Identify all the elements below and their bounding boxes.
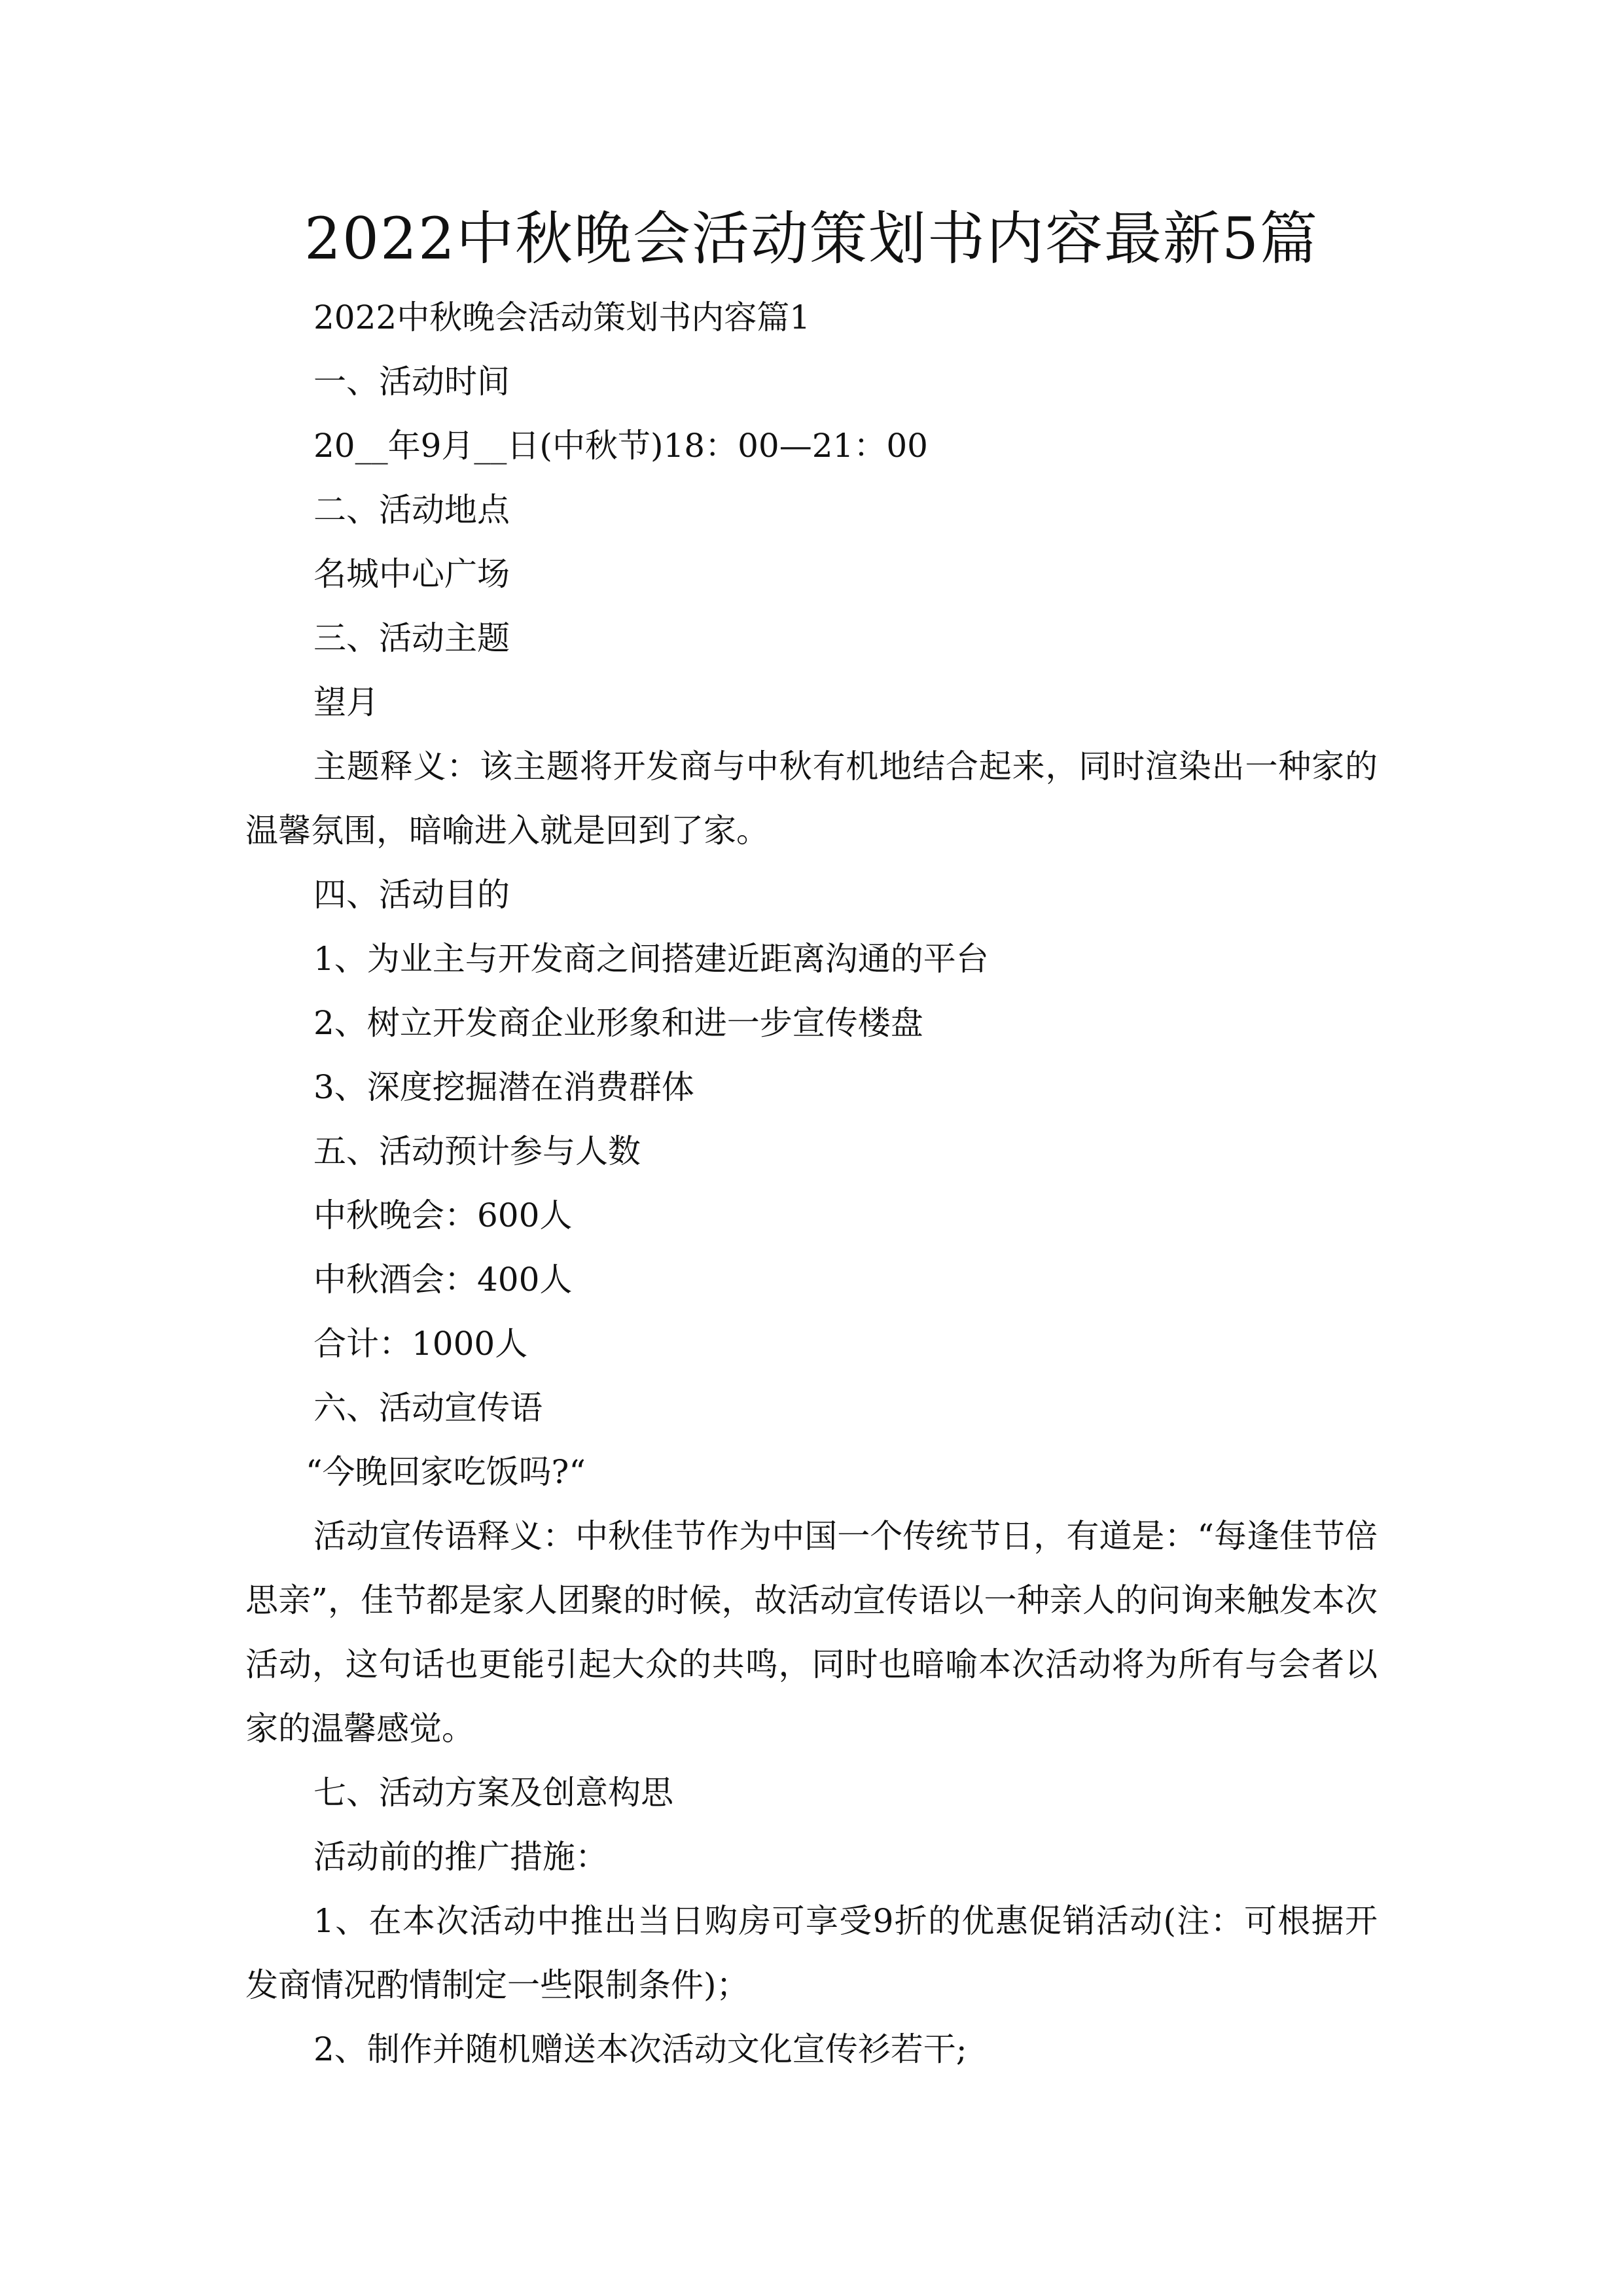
heading-participant-count: 五、活动预计参与人数 <box>313 1132 641 1170</box>
promotion-measure-item: 2、制作并随机赠送本次活动文化宣传衫若干; <box>313 2030 967 2068</box>
activity-location-text: 名城中心广场 <box>313 555 510 593</box>
slogan-text: “今晚回家吃饭吗?“ <box>306 1453 586 1491</box>
purpose-item: 3、深度挖掘潜在消费群体 <box>313 1068 694 1106</box>
activity-time-text: 20__年9月__日(中秋节)18：00—21：00 <box>313 427 928 465</box>
promotion-measures-heading: 活动前的推广措施： <box>313 1838 608 1876</box>
heading-activity-theme: 三、活动主题 <box>313 619 510 657</box>
document-body <box>245 285 1378 2081</box>
theme-explanation-paragraph: 主题释义：该主题将开发商与中秋有机地结合起来，同时渲染出一种家的温馨氛围，暗喻进入就是回到了家。 <box>245 747 1378 850</box>
participant-count-item: 中秋酒会：400人 <box>313 1261 573 1299</box>
purpose-item: 1、为业主与开发商之间搭建近距离沟通的平台 <box>313 940 989 978</box>
heading-activity-purpose: 四、活动目的 <box>313 876 510 914</box>
slogan-explanation-paragraph: 活动宣传语释义：中秋佳节作为中国一个传统节日，有道是：“每逢佳节倍思亲”，佳节都是家人团聚的时候，故活动宣传语以一种亲人的问询来触发本次活动，这句话也更能引起大众的共鸣，同时也暗喻本次活动将为所有与会者以家的温馨感觉。 <box>245 1517 1378 1748</box>
participant-count-item: 中秋晚会：600人 <box>313 1196 573 1234</box>
section-heading: 2022中秋晚会活动策划书内容篇1 <box>313 298 811 336</box>
heading-slogan: 六、活动宣传语 <box>313 1389 543 1427</box>
activity-theme-text: 望月 <box>313 683 379 721</box>
heading-activity-time: 一、活动时间 <box>313 363 510 401</box>
promotion-measure-item: 1、在本次活动中推出当日购房可享受9折的优惠促销活动(注：可根据开发商情况酌情制定一些限制条件)； <box>245 1902 1378 2004</box>
heading-plan-and-concept: 七、活动方案及创意构思 <box>313 1774 673 1812</box>
participant-count-total: 合计：1000人 <box>313 1325 528 1363</box>
document-title: 2022中秋晚会活动策划书内容最新5篇 <box>304 205 1319 272</box>
heading-activity-location: 二、活动地点 <box>313 491 510 529</box>
purpose-item: 2、树立开发商企业形象和进一步宣传楼盘 <box>313 1004 923 1042</box>
